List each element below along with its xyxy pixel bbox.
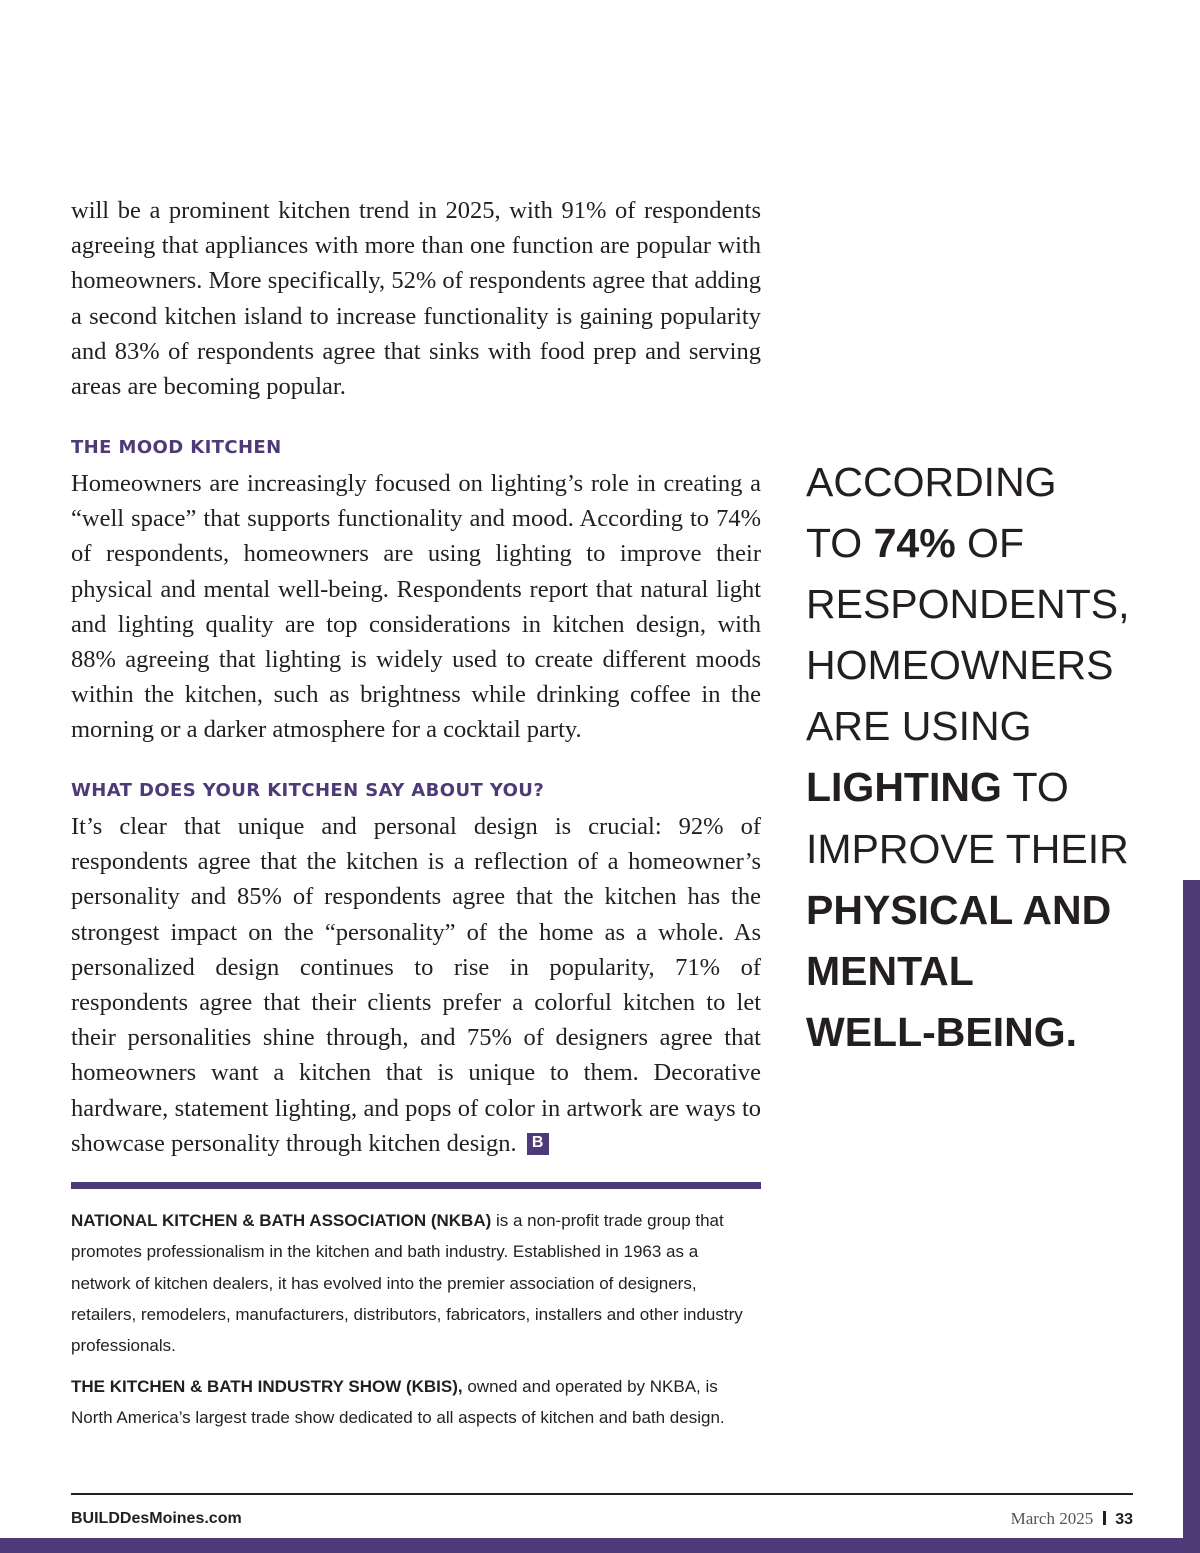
- body-paragraph-mood-kitchen: Homeowners are increasingly focused on lighting’s role in creating a “well space” that supports functionality and mood. According to 74% of respondents, homeowners are using lighting to improve their physical and mental well-being. Respondents report that natural light and lighting quality are top considerations in kitchen design, with 88% agreeing that lighting is widely used to create different moods within the kitchen, such as brightness while drinking coffee in the morning or a darker atmosphere for a cocktail party.: [71, 470, 761, 744]
- pull-quote-line: ACCORDING: [806, 459, 1057, 505]
- note-nkba-text: is a non-profit trade group that promotes professionalism in the kitchen and bath industry. Established in 1963 as a network of kitchen dealers, it has evolved into the premier association of designers, retailers, remodelers, manufacturers, distributors, fabricators, installers and other industry professionals.: [71, 1211, 743, 1356]
- pull-quote-line: [806, 1002, 1136, 1063]
- footer-separator: [1103, 1511, 1106, 1525]
- note-kbis-name: THE KITCHEN & BATH INDUSTRY SHOW (KBIS),: [71, 1377, 463, 1396]
- pull-quote-line: [806, 513, 1136, 574]
- page-number: 33: [1115, 1511, 1133, 1528]
- pull-quote-line: ARE USING: [806, 703, 1032, 750]
- pull-quote-highlight: PHYSICAL AND: [806, 886, 1112, 933]
- section-heading-kitchen-personality: WHAT DOES YOUR KITCHEN SAY ABOUT YOU?: [71, 780, 545, 801]
- bottom-accent-band: [0, 1538, 1200, 1553]
- pull-quote-line: [806, 880, 1136, 941]
- footer-folio: [1011, 1509, 1133, 1529]
- pull-quote-word: OF: [955, 520, 1024, 567]
- pull-quote-line: [806, 757, 1136, 818]
- pull-quote-line: IMPROVE THEIR: [806, 825, 1129, 872]
- pull-quote: [806, 452, 1136, 1063]
- section-heading-mood-kitchen: THE MOOD KITCHEN: [71, 437, 282, 458]
- footer-divider: [71, 1493, 1133, 1495]
- side-accent-bar: [1183, 880, 1200, 1553]
- note-kbis-text: owned and operated by NKBA, is North America’s largest trade show dedicated to all aspects of kitchen and bath design.: [71, 1377, 725, 1428]
- footer-website: BUILDDesMoines.com: [71, 1510, 242, 1527]
- pull-quote-line: RESPONDENTS,: [806, 581, 1130, 628]
- notes-divider: [71, 1182, 761, 1189]
- body-paragraph-intro: will be a prominent kitchen trend in 2025, with 91% of respondents agreeing that appliances with more than one function are popular with homeowners. More specifically, 52% of respondents agree that adding a second kitchen island to increase functionality is gaining popularity and 83% of respondents agree that sinks with food prep and serving areas are becoming popular.: [71, 197, 761, 401]
- pull-quote-highlight: WELL-BEING.: [806, 1008, 1078, 1055]
- pull-quote-word: TO: [1001, 764, 1069, 811]
- pull-quote-line: [806, 941, 1136, 1002]
- footer-date: March 2025: [1010, 1509, 1094, 1528]
- body-paragraph-personality-text: It’s clear that unique and personal design is crucial: 92% of respondents agree that the kitchen is a reflection of a homeowner’s personality and 85% of respondents agree that the kitchen has the strongest impact on the “personality” of the home as a whole. As personalized design continues to rise in popularity, 71% of respondents agree that their clients prefer a colorful kitchen to let their personalities shine through, and 75% of designers agree that homeowners want a kitchen that is unique to them. Decorative hardware, statement lighting, and pops of color in artwork are ways to showcase personality through kitchen design.: [71, 813, 761, 1157]
- body-paragraph-personality: [71, 809, 761, 1161]
- note-nkba: [71, 1205, 761, 1361]
- pull-quote-highlight: MENTAL: [806, 947, 974, 994]
- note-kbis: [71, 1371, 761, 1434]
- pull-quote-word: TO: [806, 520, 874, 567]
- pull-quote-highlight: LIGHTING: [806, 764, 1002, 811]
- pull-quote-highlight: 74%: [873, 520, 956, 567]
- note-nkba-name: NATIONAL KITCHEN & BATH ASSOCIATION (NKBA): [71, 1211, 492, 1230]
- end-mark-icon: B: [527, 1133, 549, 1155]
- pull-quote-line: HOMEOWNERS: [806, 642, 1114, 689]
